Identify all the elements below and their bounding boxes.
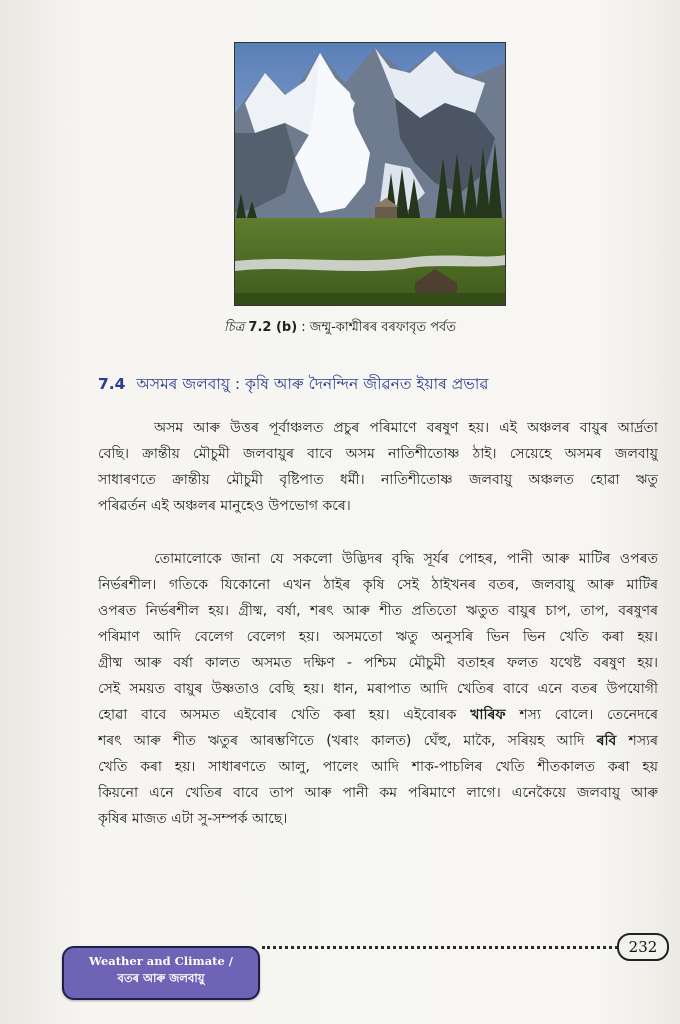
figure-caption: [0, 318, 680, 339]
snow-mountain-image: [235, 43, 505, 305]
paragraph-line: নিৰ্ভৰশীল। গতিকে যিকোনো এখন ঠাইৰ কৃষি সেই ঠাইখনৰ বতৰ, জলবায়ু আৰু মাটিৰ: [98, 577, 658, 593]
paragraph-line: তোমালোকে জানা যে সকলো উদ্ভিদৰ বৃদ্ধি সূৰ্যৰ পোহৰ, পানী আৰু মাটিৰ ওপৰত: [154, 551, 658, 567]
chapter-tab: [62, 946, 260, 1000]
paragraph-line: খেতি কৰা হয়। সাধাৰণতে আলু, পালেং আদি শাক-পাচলিৰ খেতি শীতকালত কৰা হয়: [98, 759, 658, 775]
paragraph-line: সেই সময়ত বায়ুৰ উষ্ণতাও বেছি হয়। ধান, মৰাপাত আদি খেতিৰ বাবে এনে বতৰ উপযোগী: [98, 681, 658, 697]
mountain-photo: [234, 42, 506, 306]
paragraph-line: ওপৰত নিৰ্ভৰশীল হয়। গ্ৰীষ্ম, বৰ্ষা, শৰৎ আৰু শীত প্ৰতিতো ঋতুত বায়ুৰ চাপ, তাপ, বৰষুণৰ: [98, 603, 658, 619]
paragraph-line: সাধাৰণতে ক্ৰান্তীয় মৌচুমী বৃষ্টিপাত ধৰ্মী। নাতিশীতোষ্ণ জলবায়ু অঞ্চলত হোৱা ঋতু: [98, 472, 658, 488]
paragraph-line: গ্ৰীষ্ম আৰু বৰ্ষা কালত অসমত দক্ষিণ - পশ্চিম মৌচুমী বতাহৰ ফলত যথেষ্ট বৰষুণ হয়।: [98, 655, 658, 671]
paragraph-line: বেছি। ক্ৰান্তীয় মৌচুমী জলবায়ুৰ বাবে অসম নাতিশীতোষ্ণ ঠাই। সেয়েহে অসমৰ জলবায়ু: [98, 446, 658, 462]
footer-dotted-rule: [262, 946, 618, 949]
paragraph-2: [98, 546, 658, 832]
figure-caption-text: : জম্মু-কাশ্মীৰৰ বৰফাবৃত পৰ্বত: [301, 320, 457, 335]
line-text: শস্য বোলে। তেনেদৰে: [519, 707, 658, 723]
paragraph-line: কিয়নো এনে খেতিৰ বাবে তাপ আৰু পানী কম পৰিমাণে লাগে। এনেকৈয়ে জলবায়ু আৰু: [98, 785, 658, 801]
line-text: শস্যৰ: [628, 733, 658, 749]
line-text: হোৱা বাবে অসমত এইবোৰ খেতি কৰা হয়। এইবোৰক: [98, 707, 457, 723]
paragraph-line: [98, 728, 658, 754]
figure-caption-number: 7.2 (b): [248, 320, 298, 335]
paragraph-line: পৰিৱৰ্তন এই অঞ্চলৰ মানুহেও উপভোগ কৰে।: [98, 498, 351, 514]
paragraph-line: [98, 702, 658, 728]
paragraph-line: পৰিমাণ আদি বেলেগ বেলেগ হয়। অসমতো ঋতু অনুসৰি ভিন ভিন খেতি কৰা হয়।: [98, 629, 658, 645]
section-title: অসমৰ জলবায়ু : কৃষি আৰু দৈনন্দিন জীৱনত ইয়াৰ প্ৰভাৱ: [136, 375, 489, 393]
figure-caption-label: চিত্ৰ: [223, 320, 245, 335]
chapter-title-assamese: বতৰ আৰু জলবায়ু: [117, 971, 205, 985]
paragraph-line: কৃষিৰ মাজত এটা সু-সম্পৰ্ক আছে।: [98, 811, 288, 827]
section-heading: [98, 372, 658, 398]
paragraph-1: [98, 415, 658, 519]
page-number: 232: [617, 933, 669, 961]
section-number: 7.4: [98, 375, 126, 393]
paragraph-line: অসম আৰু উত্তৰ পূৰ্বাঞ্চলত প্ৰচুৰ পৰিমাণে বৰষুণ হয়। এই অঞ্চলৰ বায়ুৰ আৰ্দ্ৰতা: [154, 420, 658, 436]
kharif-term: খাৰিফ: [470, 707, 506, 723]
chapter-title-english: Weather and Climate /: [89, 954, 233, 968]
line-text: শৰৎ আৰু শীত ঋতুৰ আৰম্ভণিতে (খৰাং কালত) ঘেঁহু, মাকৈ, সৰিয়হ আদি: [98, 733, 585, 749]
rabi-term: ৰবি: [596, 733, 617, 749]
